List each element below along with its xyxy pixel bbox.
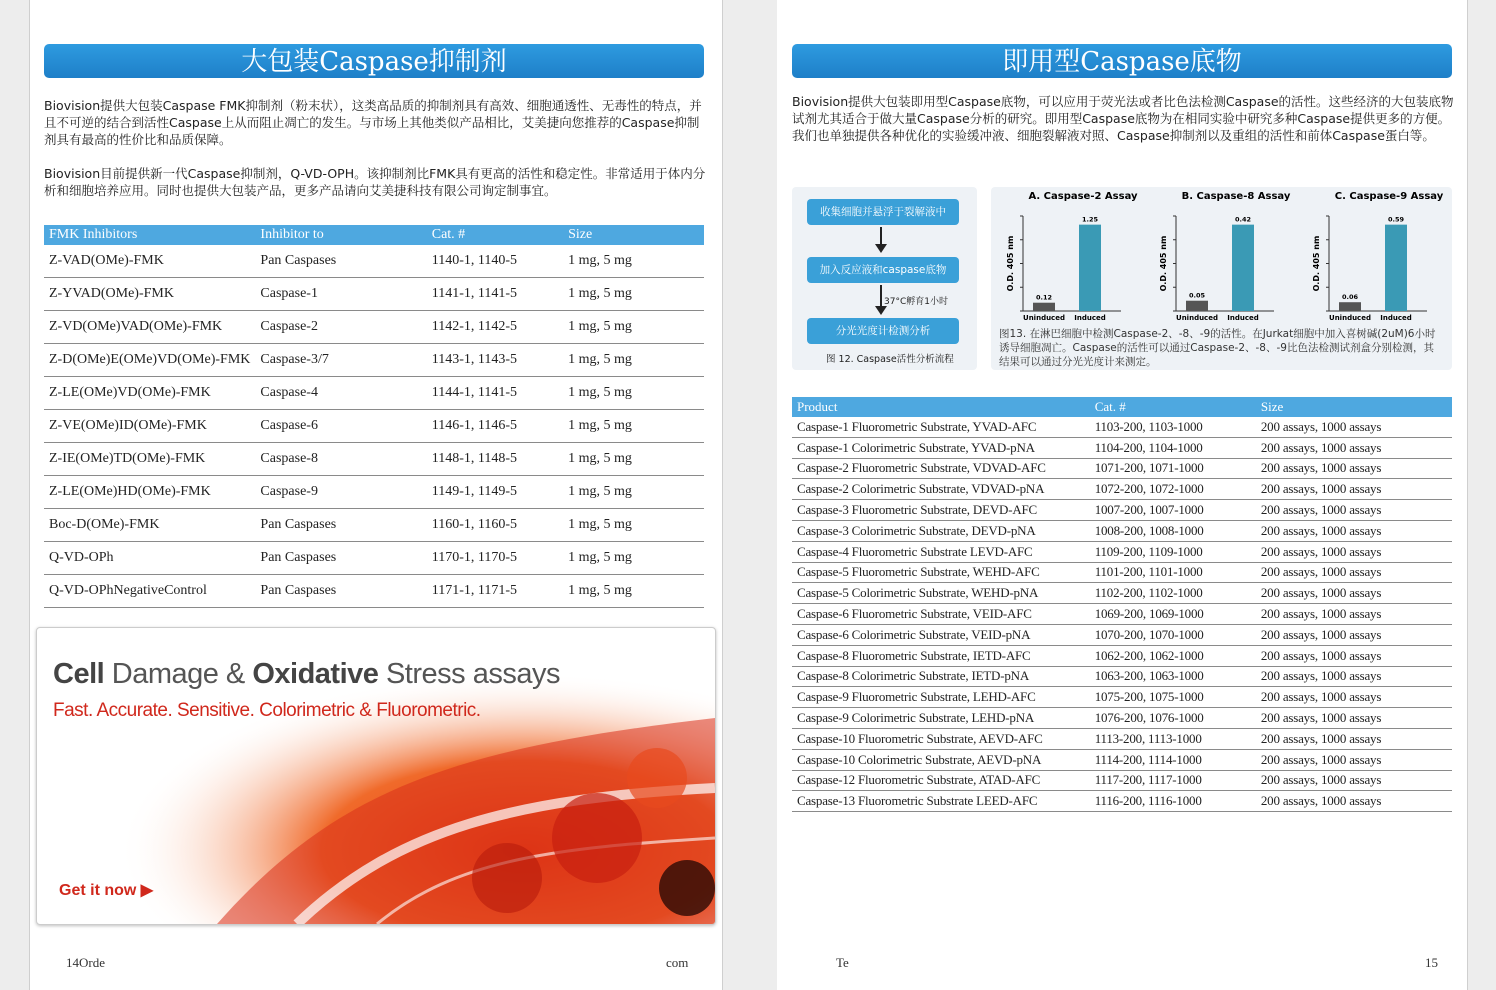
- table-row: [44, 278, 704, 311]
- table-row: [792, 500, 1452, 521]
- table-row: [792, 479, 1452, 500]
- fmk-cell: Q-VD-OPhNegativeControl: [44, 575, 255, 608]
- substrate-header-2: Size: [1256, 397, 1452, 417]
- table-row: [792, 666, 1452, 687]
- chart-bar-induced: [1232, 225, 1254, 311]
- substrate-cell: 200 assays, 1000 assays: [1256, 666, 1452, 687]
- fmk-cell: Pan Caspases: [255, 245, 426, 278]
- substrate-cell: 200 assays, 1000 assays: [1256, 500, 1452, 521]
- left-page: [30, 0, 722, 990]
- fmk-cell: 1140-1, 1140-5: [427, 245, 563, 278]
- substrate-cell: 1113-200, 1113-1000: [1090, 728, 1256, 749]
- substrate-cell: 200 assays, 1000 assays: [1256, 645, 1452, 666]
- bar-charts-svg: [991, 187, 1452, 327]
- chart-value-label: 0.05: [1188, 291, 1206, 300]
- fmk-cell: 1 mg, 5 mg: [563, 542, 704, 575]
- substrate-cell: 1076-200, 1076-1000: [1090, 708, 1256, 729]
- substrate-cell: Caspase-6 Colorimetric Substrate, VEID-pNA: [792, 624, 1090, 645]
- fmk-inhibitors-table: [44, 225, 704, 608]
- substrate-cell: 200 assays, 1000 assays: [1256, 562, 1452, 583]
- substrate-cell: 1102-200, 1102-1000: [1090, 583, 1256, 604]
- footer-domain-left: com: [666, 955, 689, 970]
- table-row: [44, 245, 704, 278]
- chart-title: B. Caspase-8 Assay: [1181, 191, 1291, 202]
- chart-bar-uninduced: [1339, 302, 1361, 311]
- substrate-cell: Caspase-13 Fluorometric Substrate LEED-AFC: [792, 791, 1090, 812]
- substrate-cell: 200 assays, 1000 assays: [1256, 541, 1452, 562]
- fmk-cell: Caspase-6: [255, 410, 426, 443]
- fmk-header-3: Size: [563, 225, 704, 245]
- fmk-cell: Pan Caspases: [255, 542, 426, 575]
- flow-arrow-icon: [880, 227, 882, 245]
- table-row: [44, 509, 704, 542]
- table-row: [44, 575, 704, 608]
- substrate-cell: 200 assays, 1000 assays: [1256, 604, 1452, 625]
- fmk-cell: 1144-1, 1141-5: [427, 377, 563, 410]
- substrate-cell: Caspase-8 Fluorometric Substrate, IETD-AFC: [792, 645, 1090, 666]
- substrate-cell: 1104-200, 1104-1000: [1090, 437, 1256, 458]
- fmk-cell: 1141-1, 1141-5: [427, 278, 563, 311]
- substrate-cell: 200 assays, 1000 assays: [1256, 583, 1452, 604]
- fmk-cell: Pan Caspases: [255, 575, 426, 608]
- chart-y-axis-label: O.D. 405 nm: [1312, 235, 1321, 292]
- substrate-cell: Caspase-3 Colorimetric Substrate, DEVD-pNA: [792, 520, 1090, 541]
- fmk-cell: 1160-1, 1160-5: [427, 509, 563, 542]
- table-row: [792, 624, 1452, 645]
- substrate-cell: 1075-200, 1075-1000: [1090, 687, 1256, 708]
- fmk-cell: 1148-1, 1148-5: [427, 443, 563, 476]
- fmk-cell: Z-VE(OMe)ID(OMe)-FMK: [44, 410, 255, 443]
- substrate-cell: 1114-200, 1114-1000: [1090, 749, 1256, 770]
- left-footer: [66, 955, 105, 971]
- intro-paragraph-1: Biovision提供大包装Caspase FMK抑制剂（粉末状），这类高品质的抑制剂具有高效、细胞通透性、无毒性的特点，并且不可逆的结合到活性Caspase上从而阻止凋亡的发生。与市场上其他类似产品相比，艾美捷向您推荐的Caspase抑制剂具有最高的性价比和品质保障。: [44, 98, 702, 147]
- page-edge-right: [1467, 0, 1468, 990]
- substrate-cell: 200 assays, 1000 assays: [1256, 770, 1452, 791]
- fmk-cell: 1 mg, 5 mg: [563, 278, 704, 311]
- substrate-cell: 200 assays, 1000 assays: [1256, 708, 1452, 729]
- table-row: [44, 311, 704, 344]
- chart-value-label: 0.12: [1035, 293, 1053, 302]
- chart-category-label: Uninduced: [1023, 314, 1065, 322]
- table-row: [792, 458, 1452, 479]
- get-it-now-link[interactable]: Get it now ▶: [59, 882, 154, 899]
- substrate-cell: 1072-200, 1072-1000: [1090, 479, 1256, 500]
- flow-caption: 图 12. Caspase活性分析流程: [826, 354, 954, 365]
- fmk-cell: 1142-1, 1142-5: [427, 311, 563, 344]
- substrate-cell: Caspase-6 Fluorometric Substrate, VEID-AFC: [792, 604, 1090, 625]
- fmk-cell: Z-VD(OMe)VAD(OMe)-FMK: [44, 311, 255, 344]
- substrate-cell: Caspase-1 Colorimetric Substrate, YVAD-pNA: [792, 437, 1090, 458]
- fmk-cell: Z-LE(OMe)HD(OMe)-FMK: [44, 476, 255, 509]
- substrate-cell: Caspase-5 Fluorometric Substrate, WEHD-AFC: [792, 562, 1090, 583]
- table-row: [792, 708, 1452, 729]
- caspase-assay-charts: [991, 187, 1452, 370]
- fmk-cell: Q-VD-OPh: [44, 542, 255, 575]
- fmk-cell: 1 mg, 5 mg: [563, 311, 704, 344]
- substrate-cell: 1007-200, 1007-1000: [1090, 500, 1256, 521]
- substrate-cell: 200 assays, 1000 assays: [1256, 749, 1452, 770]
- substrate-cell: 1063-200, 1063-1000: [1090, 666, 1256, 687]
- chart-bar-uninduced: [1186, 301, 1208, 311]
- substrate-cell: 1117-200, 1117-1000: [1090, 770, 1256, 791]
- page-number-right: 15: [1425, 955, 1438, 970]
- substrate-cell: Caspase-3 Fluorometric Substrate, DEVD-AFC: [792, 500, 1090, 521]
- table-row: [44, 476, 704, 509]
- substrate-cell: 200 assays, 1000 assays: [1256, 479, 1452, 500]
- table-row: [792, 791, 1452, 812]
- chart-value-label: 1.25: [1081, 215, 1099, 224]
- substrate-cell: 1101-200, 1101-1000: [1090, 562, 1256, 583]
- chart-title: C. Caspase-9 Assay: [1334, 191, 1444, 202]
- fmk-cell: 1149-1, 1149-5: [427, 476, 563, 509]
- table-row: [44, 344, 704, 377]
- fmk-cell: Z-D(OMe)E(OMe)VD(OMe)-FMK: [44, 344, 255, 377]
- fmk-cell: 1 mg, 5 mg: [563, 245, 704, 278]
- substrates-table: [792, 397, 1452, 812]
- chart-bar-uninduced: [1033, 303, 1055, 311]
- chart-category-label: Uninduced: [1329, 314, 1371, 322]
- table-row: [792, 562, 1452, 583]
- substrate-header-0: Product: [792, 397, 1090, 417]
- fmk-cell: Caspase-9: [255, 476, 426, 509]
- substrate-cell: 200 assays, 1000 assays: [1256, 437, 1452, 458]
- fmk-header-1: Inhibitor to: [255, 225, 426, 245]
- table-row: [792, 583, 1452, 604]
- fmk-cell: Caspase-2: [255, 311, 426, 344]
- fmk-cell: Z-LE(OMe)VD(OMe)-FMK: [44, 377, 255, 410]
- table-row: [792, 541, 1452, 562]
- fmk-cell: 1 mg, 5 mg: [563, 377, 704, 410]
- fmk-header-2: Cat. #: [427, 225, 563, 245]
- fmk-cell: 1170-1, 1170-5: [427, 542, 563, 575]
- fmk-cell: 1143-1, 1143-5: [427, 344, 563, 377]
- flow-step-1: 收集细胞并悬浮于裂解液中: [807, 199, 959, 225]
- chart-y-axis-label: O.D. 405 nm: [1159, 235, 1168, 292]
- table-row: [792, 687, 1452, 708]
- intro-paragraph-2: Biovision目前提供新一代Caspase抑制剂，Q-VD-OPH。该抑制剂比FMK具有更高的活性和稳定性。非常适用于体内分析和细胞培养应用。同时也提供大包装产品，更多产品请向艾美捷科技有限公司询定制事宜。: [44, 166, 706, 198]
- fmk-cell: 1 mg, 5 mg: [563, 344, 704, 377]
- chart-category-label: Induced: [1074, 314, 1106, 322]
- chart-category-label: Uninduced: [1176, 314, 1218, 322]
- fmk-cell: 1146-1, 1146-5: [427, 410, 563, 443]
- fmk-cell: 1 mg, 5 mg: [563, 476, 704, 509]
- table-row: [792, 645, 1452, 666]
- flow-step-2: 加入反应液和caspase底物: [807, 257, 959, 283]
- chart-category-label: Induced: [1227, 314, 1259, 322]
- substrate-cell: Caspase-10 Colorimetric Substrate, AEVD-pNA: [792, 749, 1090, 770]
- substrate-cell: Caspase-2 Colorimetric Substrate, VDVAD-pNA: [792, 479, 1090, 500]
- substrates-intro-paragraph: Biovision提供大包装即用型Caspase底物，可以应用于荧光法或者比色法检测Caspase的活性。这些经济的大包装底物试剂尤其适合于做大量Caspase分析的研究。即用型Caspase底物为在相同实验中研究多种Caspase提供更多的方便。我们也单独提供各种优化的实验缓冲液、细胞裂解液对照、Caspase抑制剂以及重组的活性和前体Caspase蛋白等。: [792, 94, 1454, 143]
- ad-tagline: Fast. Accurate. Sensitive. Colorimetric & Fluorometric.: [53, 700, 481, 721]
- fmk-cell: Boc-D(OMe)-FMK: [44, 509, 255, 542]
- substrate-cell: Caspase-12 Fluorometric Substrate, ATAD-AFC: [792, 770, 1090, 791]
- substrate-cell: 1062-200, 1062-1000: [1090, 645, 1256, 666]
- table-row: [792, 520, 1452, 541]
- chart-bar-induced: [1079, 225, 1101, 311]
- substrate-cell: 1008-200, 1008-1000: [1090, 520, 1256, 541]
- table-row: [792, 417, 1452, 437]
- substrate-cell: 200 assays, 1000 assays: [1256, 417, 1452, 437]
- flow-arrow-icon: [880, 285, 882, 307]
- cell-damage-ad-banner[interactable]: [36, 627, 716, 925]
- chart-title: A. Caspase-2 Assay: [1028, 191, 1138, 202]
- chart-y-axis-label: O.D. 405 nm: [1006, 235, 1015, 292]
- chart-value-label: 0.42: [1234, 215, 1252, 224]
- fmk-cell: Z-YVAD(OMe)-FMK: [44, 278, 255, 311]
- table-row: [44, 443, 704, 476]
- table-row: [792, 604, 1452, 625]
- substrate-cell: 200 assays, 1000 assays: [1256, 520, 1452, 541]
- substrate-cell: 1103-200, 1103-1000: [1090, 417, 1256, 437]
- table-row: [44, 542, 704, 575]
- fmk-cell: Z-VAD(OMe)-FMK: [44, 245, 255, 278]
- fmk-cell: 1 mg, 5 mg: [563, 443, 704, 476]
- table-row: [792, 749, 1452, 770]
- substrate-cell: 200 assays, 1000 assays: [1256, 458, 1452, 479]
- substrate-cell: 1071-200, 1071-1000: [1090, 458, 1256, 479]
- fmk-cell: Caspase-3/7: [255, 344, 426, 377]
- flow-step-3: 分光光度计检测分析: [807, 318, 959, 344]
- chart-value-label: 0.59: [1387, 215, 1405, 224]
- substrate-cell: Caspase-8 Colorimetric Substrate, IETD-pNA: [792, 666, 1090, 687]
- substrate-cell: 200 assays, 1000 assays: [1256, 728, 1452, 749]
- right-page-title: 即用型Caspase底物: [792, 44, 1452, 78]
- fmk-cell: Z-IE(OMe)TD(OMe)-FMK: [44, 443, 255, 476]
- footer-text-left: Orde: [79, 955, 105, 970]
- substrate-cell: 1070-200, 1070-1000: [1090, 624, 1256, 645]
- footer-text-right: Te: [836, 955, 849, 970]
- chart-category-label: Induced: [1380, 314, 1412, 322]
- chart-value-label: 0.06: [1341, 293, 1359, 302]
- fmk-cell: Caspase-1: [255, 278, 426, 311]
- substrate-cell: 1069-200, 1069-1000: [1090, 604, 1256, 625]
- table-row: [792, 728, 1452, 749]
- table-row: [792, 770, 1452, 791]
- table-row: [792, 437, 1452, 458]
- fmk-cell: 1 mg, 5 mg: [563, 575, 704, 608]
- substrate-cell: 200 assays, 1000 assays: [1256, 687, 1452, 708]
- substrate-cell: Caspase-9 Colorimetric Substrate, LEHD-pNA: [792, 708, 1090, 729]
- substrate-cell: 200 assays, 1000 assays: [1256, 791, 1452, 812]
- substrate-header-1: Cat. #: [1090, 397, 1256, 417]
- chart-bar-induced: [1385, 225, 1407, 311]
- substrate-cell: Caspase-4 Fluorometric Substrate LEVD-AFC: [792, 541, 1090, 562]
- fmk-cell: Pan Caspases: [255, 509, 426, 542]
- substrate-cell: 200 assays, 1000 assays: [1256, 624, 1452, 645]
- page-edge-gutter-left: [722, 0, 723, 990]
- table-row: [44, 377, 704, 410]
- fmk-cell: 1 mg, 5 mg: [563, 509, 704, 542]
- assay-flowchart: [792, 187, 977, 370]
- substrate-cell: Caspase-5 Colorimetric Substrate, WEHD-pNA: [792, 583, 1090, 604]
- fmk-cell: Caspase-8: [255, 443, 426, 476]
- right-page: [777, 0, 1467, 990]
- substrate-cell: Caspase-2 Fluorometric Substrate, VDVAD-AFC: [792, 458, 1090, 479]
- fmk-cell: Caspase-4: [255, 377, 426, 410]
- substrate-cell: Caspase-9 Fluorometric Substrate, LEHD-AFC: [792, 687, 1090, 708]
- substrate-cell: Caspase-10 Fluorometric Substrate, AEVD-AFC: [792, 728, 1090, 749]
- substrate-cell: 1109-200, 1109-1000: [1090, 541, 1256, 562]
- substrate-cell: 1116-200, 1116-1000: [1090, 791, 1256, 812]
- left-page-title: 大包装Caspase抑制剂: [44, 44, 704, 78]
- fmk-header-0: FMK Inhibitors: [44, 225, 255, 245]
- ad-headline: Cell Damage & Oxidative Stress assays: [53, 658, 560, 690]
- fmk-cell: 1171-1, 1171-5: [427, 575, 563, 608]
- fmk-cell: 1 mg, 5 mg: [563, 410, 704, 443]
- chart-caption: 图13. 在淋巴细胞中检测Caspase-2、-8、-9的活性。在Jurkat细胞中加入喜树碱(2uM)6小时诱导细胞凋亡。Caspase的活性可以通过Caspase-2、-8、-9比色法检测试剂盒分别检测，其结果可以通过分光光度计来测定。: [999, 328, 1436, 368]
- table-row: [44, 410, 704, 443]
- flow-incubation-label: 37°C孵育1小时: [884, 297, 948, 307]
- substrate-cell: Caspase-1 Fluorometric Substrate, YVAD-AFC: [792, 417, 1090, 437]
- page-number-left: 14: [66, 955, 79, 970]
